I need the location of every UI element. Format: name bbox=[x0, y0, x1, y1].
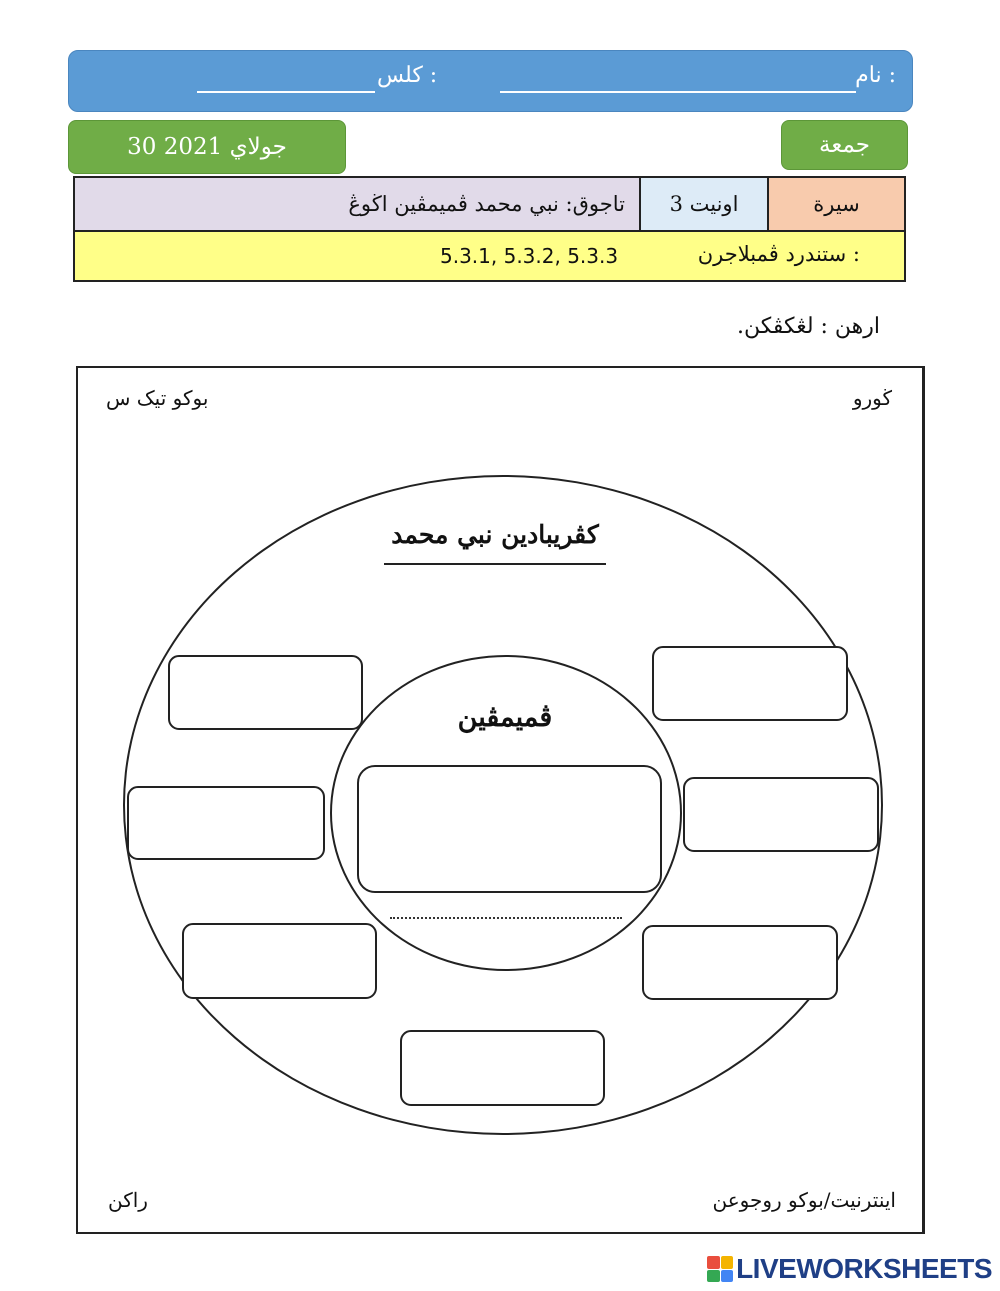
day-badge: جمعة bbox=[781, 120, 908, 170]
liveworksheets-logo-icon bbox=[707, 1256, 733, 1282]
name-class-bar bbox=[68, 50, 913, 112]
class-blank-line[interactable] bbox=[197, 91, 375, 93]
answer-box-right-2[interactable] bbox=[683, 777, 879, 852]
outer-title-underline bbox=[384, 563, 606, 565]
answer-box-center[interactable] bbox=[357, 765, 662, 893]
answer-box-right-1[interactable] bbox=[652, 646, 848, 721]
unit-cell: اونيت 3 bbox=[639, 178, 767, 230]
answer-box-bottom[interactable] bbox=[400, 1030, 605, 1106]
logo-square-red bbox=[707, 1256, 720, 1269]
watermark-brand: LIVEWORKSHEETS bbox=[736, 1253, 992, 1284]
answer-box-right-3[interactable] bbox=[642, 925, 838, 1000]
answer-box-left-3[interactable] bbox=[182, 923, 377, 999]
name-label: نام : bbox=[855, 63, 896, 88]
corner-textbook: بوكو تيک س bbox=[106, 386, 209, 410]
outer-title: كڤريبادين نبي محمد bbox=[391, 520, 599, 549]
name-blank-line[interactable] bbox=[500, 91, 856, 93]
logo-square-blue bbox=[721, 1270, 734, 1283]
answer-box-left-2[interactable] bbox=[127, 786, 325, 860]
logo-square-green bbox=[707, 1270, 720, 1283]
corner-internet: اينترنيت/بوكو روجوعن bbox=[712, 1188, 896, 1212]
topic-cell: تاجوق: نبي محمد ڤميمڤين اڬوڠ bbox=[75, 178, 639, 230]
date-badge: 30 جولاي 2021 bbox=[68, 120, 346, 174]
standard-label: ستندرد ڤمبلاجرن : bbox=[697, 242, 860, 266]
inner-title: ڤميمڤين bbox=[457, 702, 553, 733]
corner-teacher: ڬورو bbox=[852, 386, 892, 410]
answer-box-left-1[interactable] bbox=[168, 655, 363, 730]
instruction-text: ارهن : لڠكڤكن. bbox=[737, 314, 880, 339]
subject-cell: سيرة bbox=[767, 178, 904, 230]
logo-square-yellow bbox=[721, 1256, 734, 1269]
standard-value: 5.3.1, 5.3.2, 5.3.3 bbox=[440, 244, 619, 268]
corner-friends: راكن bbox=[108, 1188, 148, 1212]
center-dotted-line[interactable] bbox=[390, 917, 622, 919]
liveworksheets-watermark bbox=[707, 1252, 992, 1286]
standard-row bbox=[75, 230, 904, 280]
class-label: كلس : bbox=[377, 63, 438, 88]
lesson-info-table bbox=[73, 176, 906, 282]
